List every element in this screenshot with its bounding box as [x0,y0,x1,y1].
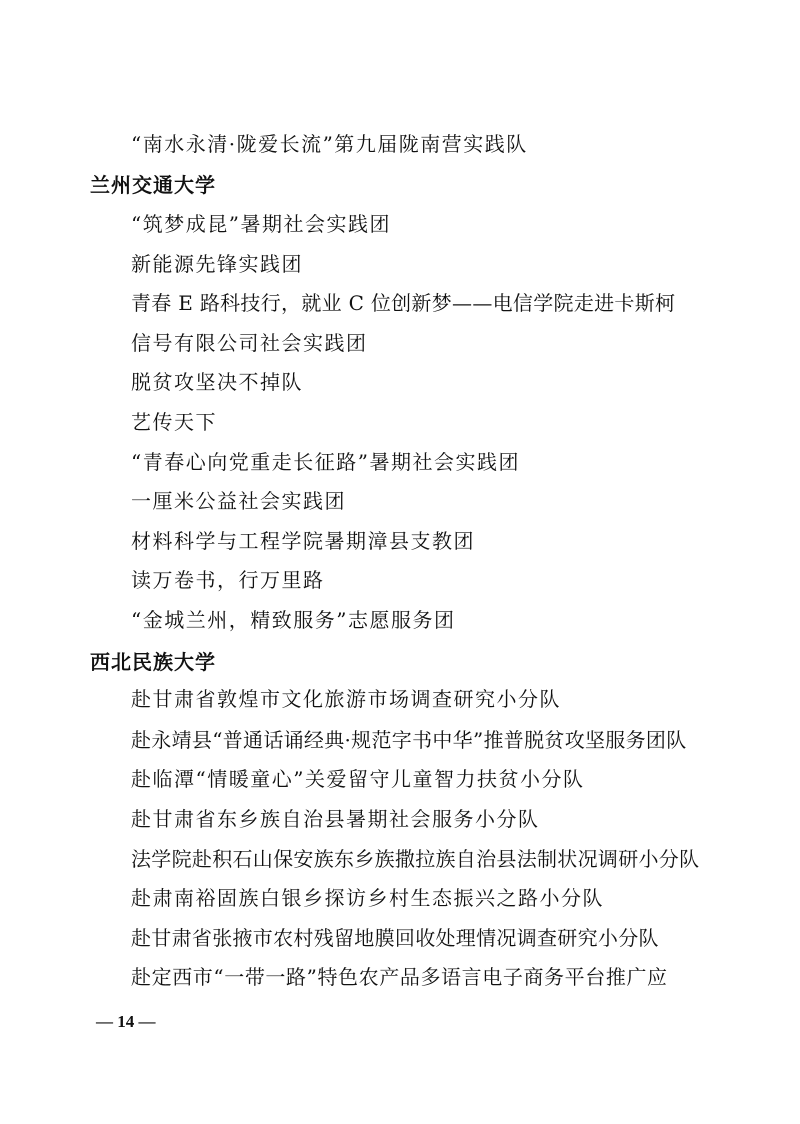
team-item: 材料科学与工程学院暑期漳县支教团 [131,529,475,553]
university-heading: 兰州交通大学 [90,173,216,197]
team-item: “南水永清·陇爱长流”第九届陇南营实践队 [131,132,528,156]
team-item: “金城兰州，精致服务”志愿服务团 [131,608,456,632]
team-item: 赴永靖县“普通话诵经典·规范字书中华”推普脱贫攻坚服务团队 [131,728,687,752]
team-item: 赴定西市“一带一路”特色农产品多语言电子商务平台推广应 [131,965,668,989]
team-item: 新能源先锋实践团 [131,252,303,276]
university-heading: 西北民族大学 [90,650,216,674]
team-item: 法学院赴积石山保安族东乡族撒拉族自治县法制状况调研小分队 [131,847,700,871]
team-item: 读万卷书，行万里路 [131,568,325,592]
team-item: 赴肃南裕固族白银乡探访乡村生态振兴之路小分队 [131,886,604,910]
team-item: 赴甘肃省敦煌市文化旅游市场调查研究小分队 [131,687,561,711]
team-item: “筑梦成昆”暑期社会实践团 [131,212,391,236]
team-item: “青春心向党重走长征路”暑期社会实践团 [131,450,520,474]
team-item: 脱贫攻坚决不掉队 [131,370,303,394]
team-item: 赴甘肃省东乡族自治县暑期社会服务小分队 [131,807,540,831]
team-item: 赴甘肃省张掖市农村残留地膜回收处理情况调查研究小分队 [131,926,659,950]
team-item: 艺传天下 [131,410,217,434]
team-item: 青春 E 路科技行，就业 C 位创新梦——电信学院走进卡斯柯 [131,291,676,315]
team-item: 一厘米公益社会实践团 [131,489,346,513]
team-item: 信号有限公司社会实践团 [131,331,368,355]
team-item: 赴临潭“情暖童心”关爱留守儿童智力扶贫小分队 [131,767,585,791]
page-number: — 14 — [96,1012,156,1031]
